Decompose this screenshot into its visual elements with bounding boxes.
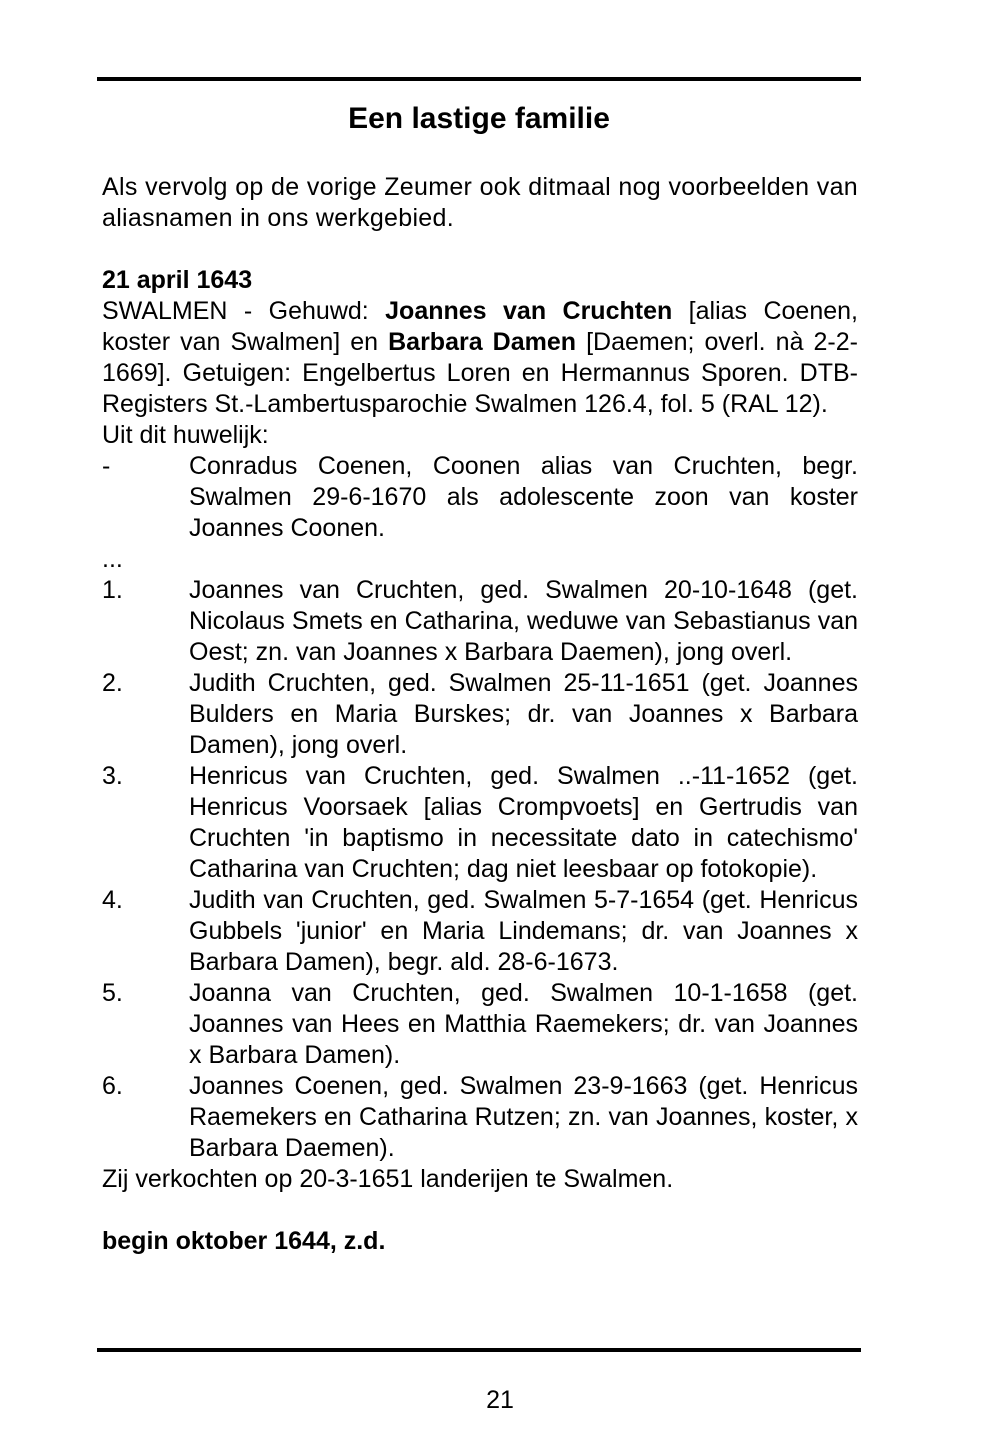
bottom-rule [97,1348,861,1352]
list-number: 4. [102,886,123,914]
list-text: Henricus van Cruchten, ged. Swalmen ..-11-1652 (get. Henricus Voorsaek [alias Crompvoets] en Gertrudis van Cruchten 'in baptismo in necessitate dato in catechismo' Catharina van Cruchten; dag niet leesbaar op fotokopie). [189,762,858,883]
list-item [102,1071,858,1164]
entry-date: begin oktober 1644, z.d. [102,1227,386,1255]
list-number: 2. [102,669,123,697]
ellipsis: ... [102,545,123,573]
marriage-record [102,296,858,420]
entry-date: 21 april 1643 [102,266,253,294]
groom-name: Joannes van Cruchten [385,297,673,325]
intro-paragraph: Als vervolg op de vorige Zeumer ook ditmaal nog voorbeelden van aliasnamen in ons werkgebied. [102,173,858,232]
page-title: Een lastige familie [348,102,610,135]
record-text: [Daemen; overl. nà 2-2-1669]. Getuigen: Engelbertus Loren en Hermannus Sporen. DTB-Registers St.-Lambertusparochie Swalmen 126.4, fol. 5 (RAL 12). [102,328,858,418]
list-text: Judith Cruchten, ged. Swalmen 25-11-1651 (get. Joannes Bulders en Maria Burskes; dr. van Joannes x Barbara Damen), jong overl. [189,669,858,759]
article-body [102,172,858,1257]
bride-name: Barbara Damen [388,328,577,356]
list-text: Joannes van Cruchten, ged. Swalmen 20-10-1648 (get. Nicolaus Smets en Catharina, weduwe van Sebastianus van Oest; zn. van Joannes x Barbara Daemen), jong overl. [189,576,858,666]
page-number: 21 [486,1386,514,1414]
list-text: Joannes Coenen, ged. Swalmen 23-9-1663 (get. Henricus Raemekers en Catharina Rutzen; zn. van Joannes, koster, x Barbara Daemen). [189,1072,858,1162]
record-text: SWALMEN - Gehuwd: [102,297,386,325]
list-text: Judith van Cruchten, ged. Swalmen 5-7-1654 (get. Henricus Gubbels 'junior' en Maria Lindemans; dr. van Joannes x Barbara Damen), begr. ald. 28-6-1673. [189,886,858,976]
list-number: 1. [102,576,123,604]
list-item [102,885,858,978]
spacer [102,234,858,265]
list-number: 5. [102,979,123,1007]
list-item [102,761,858,885]
closing-sentence: Zij verkochten op 20-3-1651 landerijen te Swalmen. [102,1165,674,1193]
record-text: [alias Coenen, koster van Swalmen] en [102,297,858,356]
top-rule [97,77,861,81]
list-number: 3. [102,762,123,790]
children-heading: Uit dit huwelijk: [102,421,269,449]
list-marker: - [102,452,111,480]
list-item [102,668,858,761]
list-item [102,451,858,544]
list-text: Conradus Coenen, Coonen alias van Cruchten, begr. Swalmen 29-6-1670 als adolescente zoon van koster Joannes Coonen. [189,452,858,542]
list-item [102,575,858,668]
list-text: Joanna van Cruchten, ged. Swalmen 10-1-1658 (get. Joannes van Hees en Matthia Raemekers; dr. van Joannes x Barbara Damen). [189,979,858,1069]
list-number: 6. [102,1072,123,1100]
spacer [102,1195,858,1226]
list-item [102,978,858,1071]
